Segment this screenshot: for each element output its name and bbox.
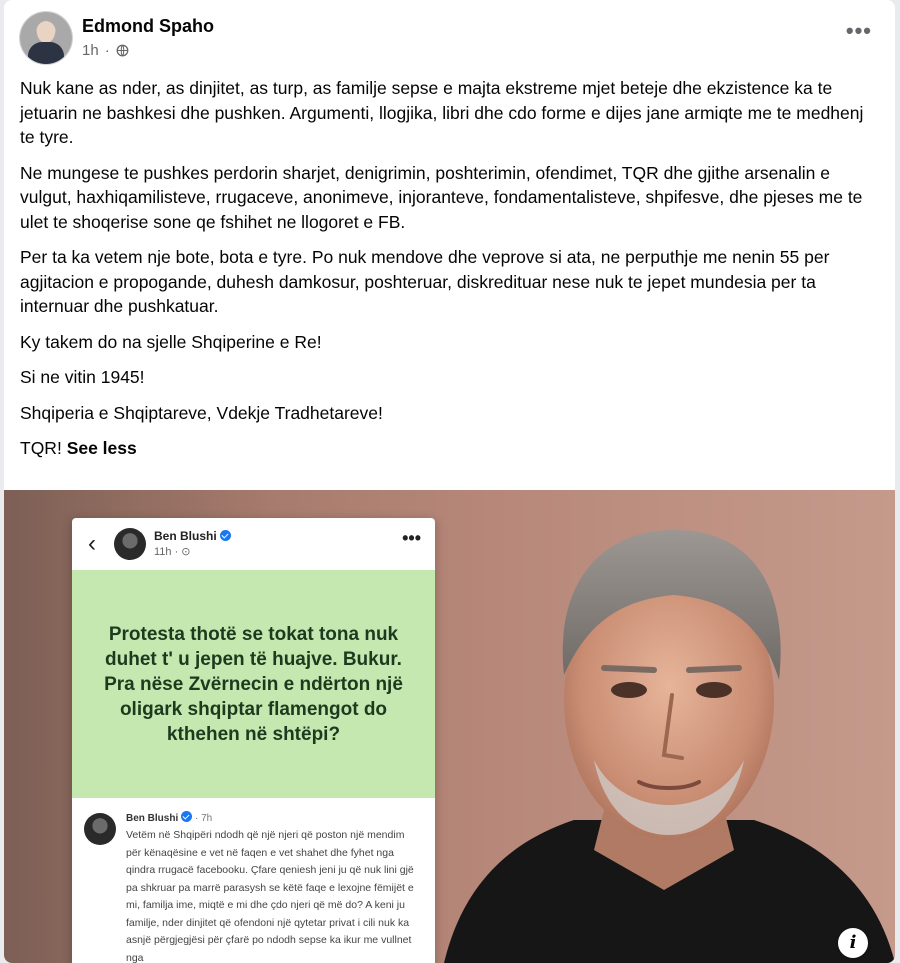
screenshot-author-name: Ben Blushi xyxy=(154,529,217,543)
author-avatar[interactable] xyxy=(20,12,72,64)
meta-dot: · xyxy=(104,42,110,59)
comment-author-name: Ben Blushi xyxy=(126,813,179,824)
post-last-paragraph xyxy=(20,436,880,461)
see-less-link[interactable]: See less xyxy=(66,438,137,458)
comment-author xyxy=(126,811,212,824)
comment-time: · 7h xyxy=(195,813,213,824)
post-paragraph: Per ta ka vetem nje bote, bota e tyre. Po nuk mendove dhe veprove si ata, ne perputhje me nenin 55 per agjitacion e propogande, duhesh damkosur, poshteruar, diskredituar nese nuk te jepet mundesia per ta internuar dhe pushkatuar. xyxy=(20,247,830,316)
screenshot-avatar xyxy=(114,528,146,560)
more-options-icon[interactable]: ••• xyxy=(845,18,872,43)
avatar-suit xyxy=(28,42,64,64)
avatar-face xyxy=(37,21,55,43)
globe-icon[interactable] xyxy=(116,44,129,57)
post-last-line: TQR! xyxy=(20,438,62,458)
post-image[interactable] xyxy=(4,490,895,963)
post-meta xyxy=(82,42,129,59)
post-paragraph: Shqiperia e Shqiptareve, Vdekje Tradhetareve! xyxy=(20,402,383,423)
post-paragraph: Nuk kane as nder, as dinjitet, as turp, as familje sepse e majta ekstreme mjet beteje dhe ekzistence ka te jetuarin ne bashkesi dhe pushken. Argumenti, llogjika, libri dhe cdo forme e dijes jane armiqte me te medhenj te tyre. xyxy=(20,78,864,147)
post-paragraph: Ne mungese te pushkes perdorin sharjet, denigrimin, poshterimin, ofendimet, TQR dhe gjithe arsenalin e vulgut, haxhiqamilisteve, rrugaceve, anonimeve, injoranteve, fondamentalisteve, shpifesve, dhe pjeses me te ulet te shoqerise sone qe fshihet ne llogoret e FB. xyxy=(20,162,863,232)
embedded-screenshot xyxy=(72,518,435,963)
post-paragraph: Ky takem do na sjelle Shqiperine e Re! xyxy=(20,331,322,352)
comment-text: Vetëm në Shqipëri ndodh që një njeri që poston një mendim për kënaqësine e vet në faqen e vet shahet dhe fyhet nga qindra rrugacë facebooku. Çfare qeniesh jeni ju që nuk lini gjë pa shkruar pa marrë parasysh se këtë faqe e lexojne fëmijët e mi, familja ime, miqtë e mi dhe çdo njeri që më do? A keni ju familje, nder dinjitet që ofendoni një qytetar privat i cili nuk ka asnjë përgjegjësi për çfarë po ndodh sepse ka ikur me vullnet nga xyxy=(126,829,414,963)
info-icon[interactable]: i xyxy=(838,928,868,958)
comment-avatar xyxy=(84,813,116,845)
screenshot-more-icon: ••• xyxy=(402,528,421,548)
screenshot-comment xyxy=(72,803,435,963)
post-time[interactable]: 1h xyxy=(82,42,99,59)
post-card xyxy=(4,0,895,963)
screenshot-status-text: Protesta thotë se tokat tona nuk duhet t' u jepen të huajve. Bukur. Pra nëse Zvërnecin e ndërton një oligark shqiptar flamengot do kthehen në shtëpi? xyxy=(104,623,403,745)
back-arrow-icon: ‹ xyxy=(88,530,96,557)
post-header xyxy=(20,12,880,66)
post-body xyxy=(20,76,880,472)
post-paragraph: Si ne vitin 1945! xyxy=(20,367,145,387)
verified-icon xyxy=(220,530,231,541)
comment-verified-icon xyxy=(181,811,192,822)
author-name[interactable]: Edmond Spaho xyxy=(82,16,214,36)
screenshot-status-box xyxy=(72,570,435,798)
screenshot-time: 11h · ⊙ xyxy=(154,546,191,558)
man-portrait xyxy=(434,490,895,963)
screenshot-header xyxy=(72,518,435,570)
screenshot-author xyxy=(154,529,231,543)
